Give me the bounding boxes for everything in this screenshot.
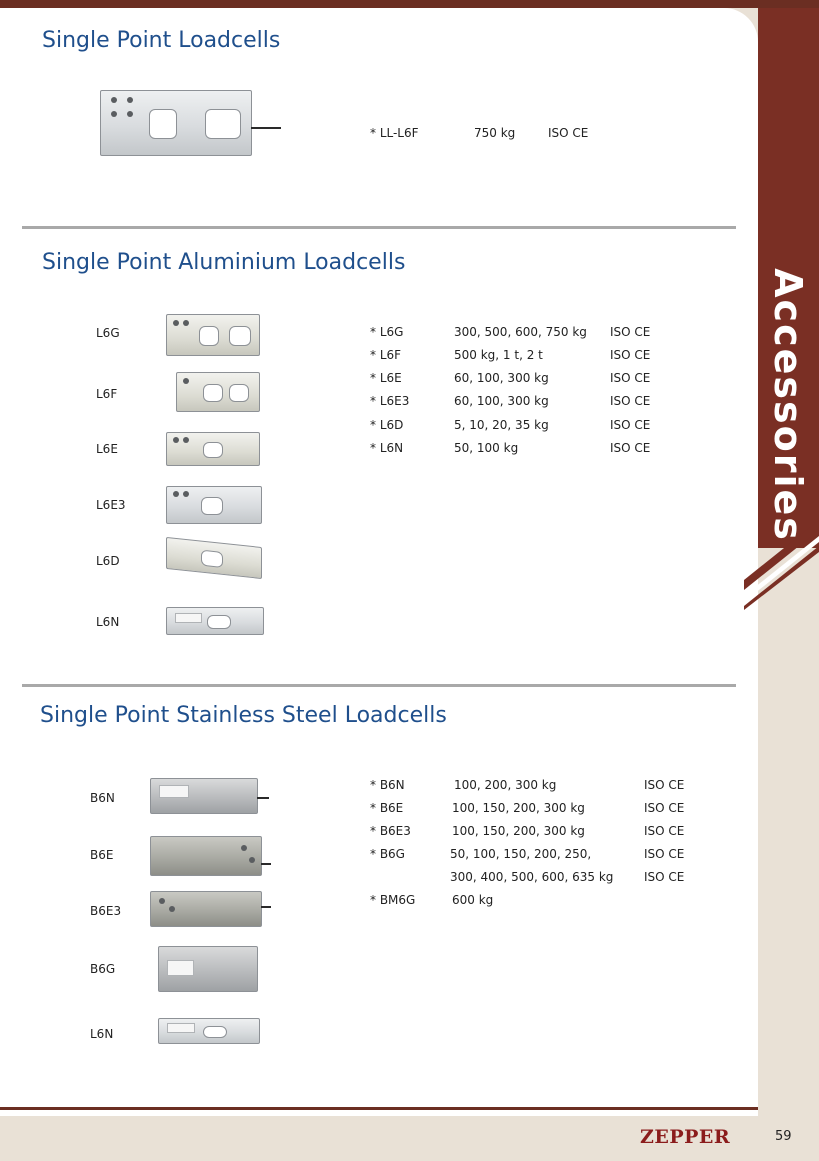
spec-model: * B6G (370, 847, 405, 861)
loadcell-image-l6g (166, 314, 260, 356)
image-label: L6E3 (96, 498, 126, 512)
spec-model: * L6N (370, 441, 404, 455)
spec-cert: ISO CE (610, 348, 651, 362)
spec-model: * LL-L6F (370, 126, 419, 140)
spec-model: * B6N (370, 778, 405, 792)
loadcell-image-l6f (176, 372, 260, 412)
loadcell-image-l6e3 (166, 486, 262, 524)
spec-model: * L6G (370, 325, 404, 339)
section-title-stainless: Single Point Stainless Steel Loadcells (40, 703, 447, 728)
loadcell-image-ll-l6f (100, 90, 252, 156)
section-title-single-point: Single Point Loadcells (42, 28, 281, 53)
image-label: L6N (90, 1027, 114, 1041)
image-label: B6G (90, 962, 116, 976)
spec-model: * L6F (370, 348, 402, 362)
spec-cert: ISO CE (610, 325, 651, 339)
image-label: L6E (96, 442, 118, 456)
spec-capacity: 50, 100, 150, 200, 250, (450, 847, 592, 861)
spec-capacity: 300, 500, 600, 750 kg (454, 325, 587, 339)
loadcell-image-b6e (150, 836, 262, 876)
image-label: L6G (96, 326, 120, 340)
image-label: B6N (90, 791, 115, 805)
spec-cert: ISO CE (644, 847, 685, 861)
loadcell-image-l6e (166, 432, 260, 466)
section-title-aluminium: Single Point Aluminium Loadcells (42, 250, 406, 275)
spec-cert: ISO CE (548, 126, 589, 140)
spec-capacity: 60, 100, 300 kg (454, 394, 549, 408)
loadcell-image-b6e3 (150, 891, 262, 927)
loadcell-image-b6n (150, 778, 258, 814)
spec-capacity: 50, 100 kg (454, 441, 519, 455)
top-border (0, 0, 819, 8)
spec-model: * B6E3 (370, 824, 411, 838)
spec-cert: ISO CE (610, 371, 651, 385)
spec-capacity: 5, 10, 20, 35 kg (454, 418, 549, 432)
spec-cert: ISO CE (644, 778, 685, 792)
spec-cert: ISO CE (644, 824, 685, 838)
spec-model: * B6E (370, 801, 404, 815)
spec-cert: ISO CE (610, 394, 651, 408)
image-label: L6F (96, 387, 118, 401)
image-label: L6D (96, 554, 120, 568)
loadcell-image-l6n-ss (158, 1018, 260, 1044)
page-number: 59 (775, 1129, 792, 1144)
section-divider (22, 226, 736, 229)
image-label: B6E (90, 848, 114, 862)
image-label: B6E3 (90, 904, 122, 918)
brand-logo: ZEPPER (640, 1126, 731, 1148)
spec-model: * BM6G (370, 893, 416, 907)
spec-capacity: 100, 150, 200, 300 kg (452, 824, 585, 838)
side-tab-title: Accessories (766, 268, 810, 542)
spec-cert: ISO CE (644, 801, 685, 815)
spec-cert: ISO CE (610, 441, 651, 455)
footer-rule (0, 1107, 758, 1110)
spec-cert: ISO CE (644, 870, 685, 884)
section-divider (22, 684, 736, 687)
spec-capacity: 100, 150, 200, 300 kg (452, 801, 585, 815)
spec-cert: ISO CE (610, 418, 651, 432)
spec-model: * L6E3 (370, 394, 410, 408)
spec-capacity: 300, 400, 500, 600, 635 kg (450, 870, 614, 884)
spec-capacity: 600 kg (452, 893, 494, 907)
spec-capacity: 100, 200, 300 kg (454, 778, 557, 792)
spec-capacity: 500 kg, 1 t, 2 t (454, 348, 543, 362)
loadcell-image-b6g (158, 946, 258, 992)
spec-capacity: 750 kg (474, 126, 516, 140)
spec-model: * L6D (370, 418, 404, 432)
loadcell-image-l6n (166, 607, 264, 635)
image-label: L6N (96, 615, 120, 629)
spec-model: * L6E (370, 371, 402, 385)
spec-capacity: 60, 100, 300 kg (454, 371, 549, 385)
